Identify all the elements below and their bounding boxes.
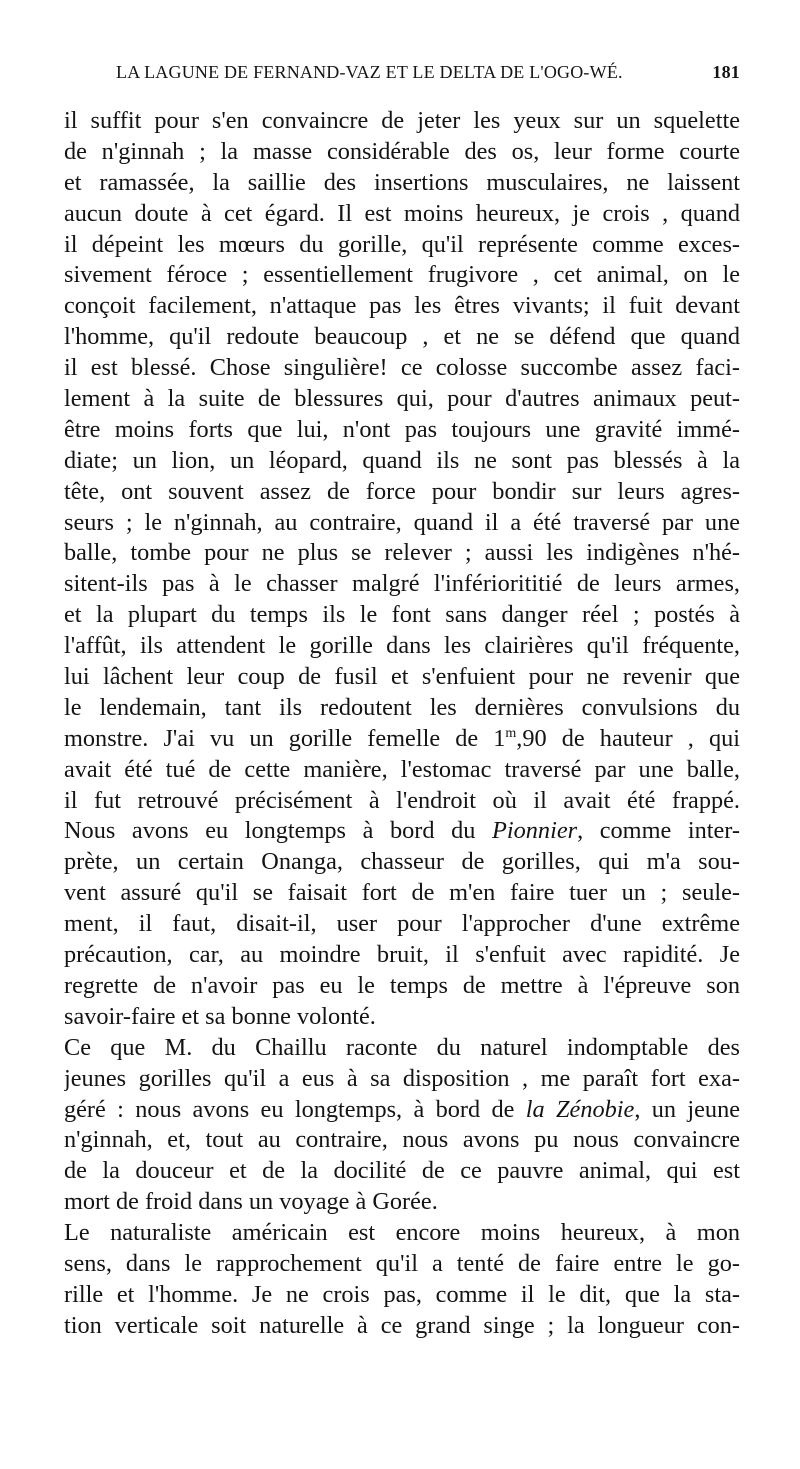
text-line: balle, tombe pour ne plus se relever ; aussi les indigènes n'hé-	[64, 539, 740, 567]
text-line: il dépeint les mœurs du gorille, qu'il représente comme exces-	[64, 230, 740, 258]
text-line: rille et l'homme. Je ne crois pas, comme il le dit, que la sta-	[64, 1280, 740, 1308]
text-line: lement à la suite de blessures qui, pour d'autres animaux peut-	[64, 385, 740, 413]
text-line: sivement féroce ; essentiellement frugivore , cet animal, on le	[64, 261, 740, 289]
text-line: n'ginnah, et, tout au contraire, nous avons pu nous convaincre	[64, 1126, 740, 1154]
text-line: Ce que M. du Chaillu raconte du naturel indomptable des	[64, 1033, 740, 1061]
text-line: seurs ; le n'ginnah, au contraire, quand il a été traversé par une	[64, 508, 740, 536]
text-line: diate; un lion, un léopard, quand ils ne sont pas blessés à la	[64, 446, 740, 474]
text-line: regrette de n'avoir pas eu le temps de mettre à l'épreuve son	[64, 971, 740, 999]
running-title: LA LAGUNE DE FERNAND-VAZ ET LE DELTA DE L'OGO-WÉ.	[116, 62, 623, 82]
text-line: l'homme, qu'il redoute beaucoup , et ne se défend que quand	[64, 323, 740, 351]
text-line: conçoit facilement, n'attaque pas les êtres vivants; il fuit devant	[64, 292, 740, 320]
text-segment: géré : nous avons eu longtemps, à bord de	[64, 1095, 526, 1123]
text-line: savoir-faire et sa bonne volonté.	[64, 1002, 376, 1030]
italic-ship-name: Pionnier	[492, 817, 578, 845]
text-line: tête, ont souvent assez de force pour bondir sur leurs agres-	[64, 477, 740, 505]
text-line: de n'ginnah ; la masse considérable des os, leur forme courte	[64, 137, 740, 165]
text-line: ment, il faut, disait-il, user pour l'approcher d'une extrême	[64, 910, 740, 938]
text-line: sens, dans le rapprochement qu'il a tenté de faire entre le go-	[64, 1249, 740, 1277]
text-line: l'affût, ils attendent le gorille dans les clairières qu'il fréquente,	[64, 632, 740, 660]
text-line	[64, 1095, 740, 1126]
text-segment: monstre. J'ai vu un gorille femelle de 1	[64, 724, 506, 752]
text-line: être moins forts que lui, n'ont pas toujours une gravité immé-	[64, 415, 740, 443]
superscript-unit: m	[505, 725, 517, 741]
text-line: lui lâchent leur coup de fusil et s'enfuient pour ne revenir que	[64, 663, 740, 691]
page-number: 181	[712, 62, 740, 82]
text-segment: , un jeune	[634, 1095, 740, 1123]
text-line: le lendemain, tant ils redoutent les dernières convulsions du	[64, 693, 740, 721]
text-line: et ramassée, la saillie des insertions musculaires, ne laissent	[64, 168, 740, 196]
text-segment: , comme inter-	[577, 817, 740, 845]
text-line: jeunes gorilles qu'il a eus à sa disposition , me paraît fort exa-	[64, 1064, 740, 1092]
text-line	[64, 724, 740, 755]
text-line: prète, un certain Onanga, chasseur de gorilles, qui m'a sou-	[64, 848, 740, 876]
text-line: précaution, car, au moindre bruit, il s'enfuit avec rapidité. Je	[64, 941, 740, 969]
running-header	[64, 62, 740, 92]
text-line: et la plupart du temps ils le font sans danger réel ; postés à	[64, 601, 740, 629]
text-line: sitent-ils pas à le chasser malgré l'infériorititié de leurs armes,	[64, 570, 740, 598]
text-line: mort de froid dans un voyage à Gorée.	[64, 1188, 438, 1216]
italic-ship-name: la Zénobie	[525, 1095, 635, 1123]
text-line	[64, 816, 740, 847]
text-line: de la douceur et de la docilité de ce pauvre animal, qui est	[64, 1157, 740, 1185]
text-line: il suffit pour s'en convaincre de jeter les yeux sur un squelette	[64, 107, 740, 134]
text-segment: ,90 de hauteur , qui	[516, 724, 740, 752]
text-line: tion verticale soit naturelle à ce grand singe ; la longueur con-	[64, 1311, 740, 1339]
text-line: vent assuré qu'il se faisait fort de m'en faire tuer un ; seule-	[64, 879, 740, 907]
text-line: il est blessé. Chose singulière! ce colosse succombe assez faci-	[64, 354, 740, 382]
text-line: avait été tué de cette manière, l'estomac traversé par une balle,	[64, 755, 740, 783]
text-line: aucun doute à cet égard. Il est moins heureux, je crois , quand	[64, 199, 740, 227]
text-segment: Nous avons eu longtemps à bord du	[64, 817, 493, 845]
text-line: il fut retrouvé précisément à l'endroit où il avait été frappé.	[64, 786, 740, 814]
text-line: Le naturaliste américain est encore moins heureux, à mon	[64, 1219, 740, 1247]
body-text	[64, 106, 740, 1342]
